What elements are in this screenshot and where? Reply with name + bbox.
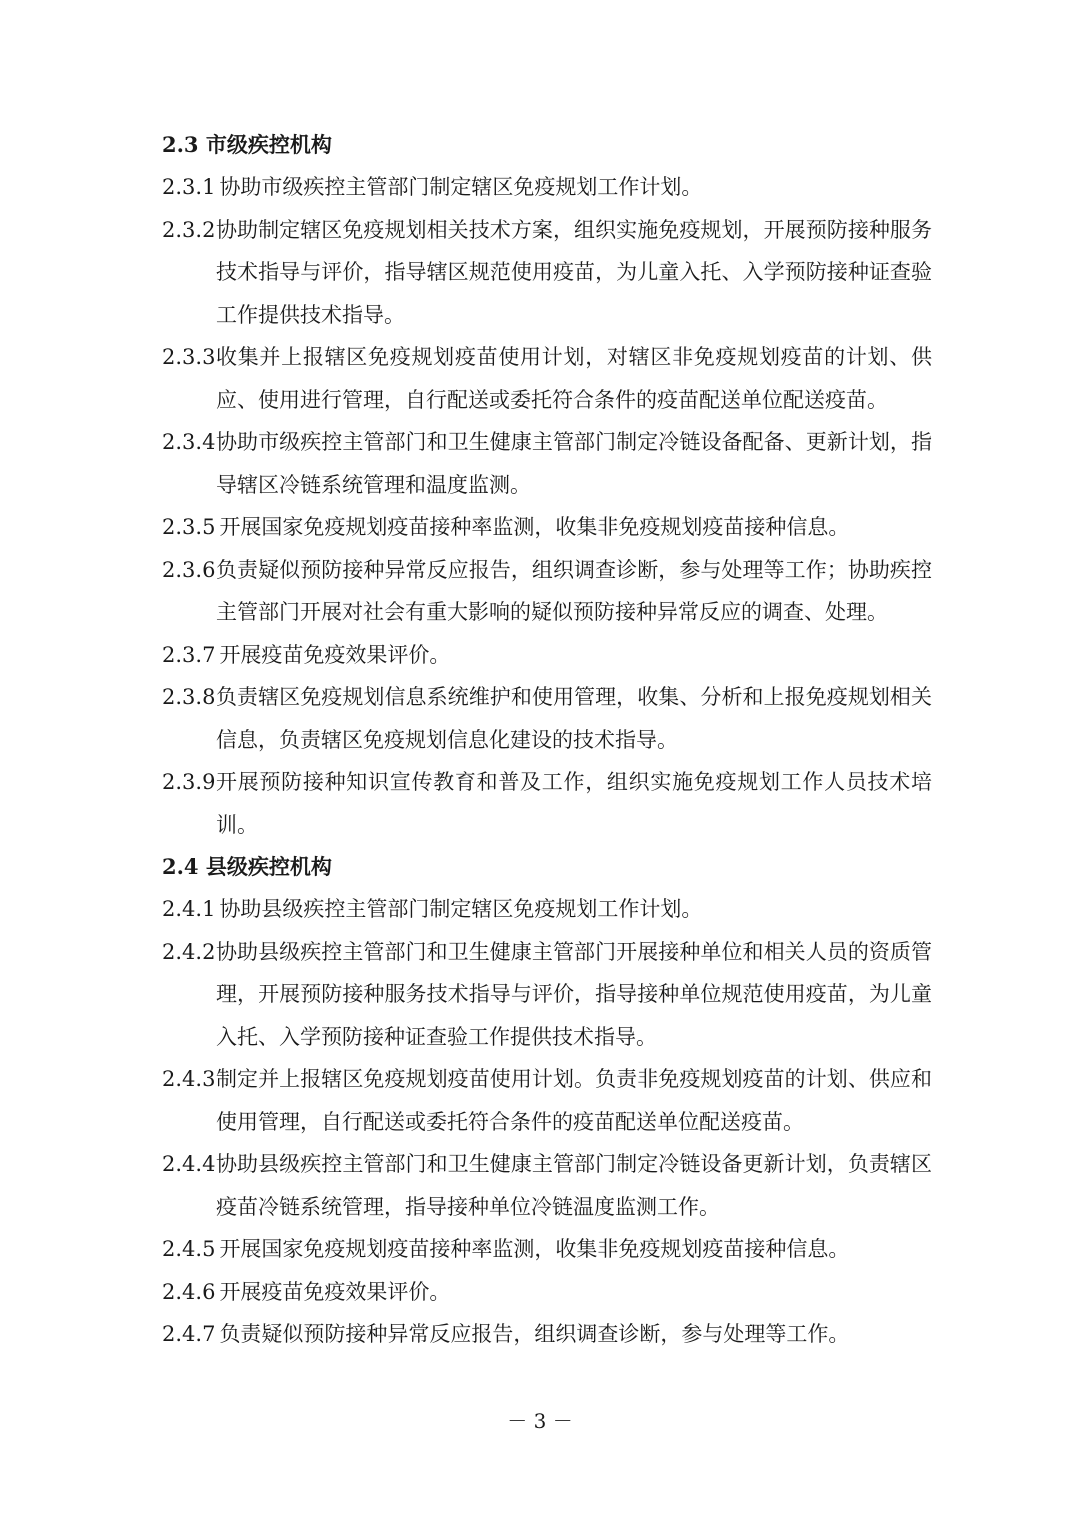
clause-item bbox=[162, 1143, 932, 1228]
clause-text: 协助县级疾控主管部门和卫生健康主管部门开展接种单位和相关人员的资质管理，开展预防接种服务技术指导与评价，指导接种单位规范使用疫苗，为儿童入托、入学预防接种证查验工作提供技术指导。 bbox=[216, 939, 932, 1049]
clause-item bbox=[162, 209, 932, 337]
clause-number: 2.4.6 bbox=[162, 1279, 216, 1304]
clause-text: 开展疫苗免疫效果评价。 bbox=[219, 642, 451, 667]
clause-item bbox=[162, 166, 932, 209]
clause-text: 开展国家免疫规划疫苗接种率监测，收集非免疫规划疫苗接种信息。 bbox=[219, 515, 850, 539]
clause-text: 协助市级疾控主管部门制定辖区免疫规划工作计划。 bbox=[219, 175, 703, 199]
clause-item bbox=[162, 676, 932, 761]
document-body bbox=[162, 124, 932, 1356]
clause-text: 协助制定辖区免疫规划相关技术方案，组织实施免疫规划，开展预防接种服务技术指导与评价，指导辖区规范使用疫苗，为儿童入托、入学预防接种证查验工作提供技术指导。 bbox=[216, 217, 932, 327]
clause-number: 2.3.4 bbox=[162, 430, 216, 454]
clause-number: 2.4.2 bbox=[162, 939, 216, 964]
clause-text: 收集并上报辖区免疫规划疫苗使用计划，对辖区非免疫规划疫苗的计划、供应、使用进行管理，自行配送或委托符合条件的疫苗配送单位配送疫苗。 bbox=[216, 345, 932, 412]
clause-number: 2.3.8 bbox=[162, 685, 216, 709]
clause-item bbox=[162, 506, 932, 549]
clause-item bbox=[162, 1058, 932, 1143]
clause-number: 2.3.6 bbox=[162, 557, 216, 582]
clause-number: 2.3.5 bbox=[162, 515, 216, 539]
clause-number: 2.4.4 bbox=[162, 1152, 216, 1176]
clause-item bbox=[162, 1313, 932, 1356]
clause-item bbox=[162, 421, 932, 506]
clause-text: 协助县级疾控主管部门和卫生健康主管部门制定冷链设备更新计划，负责辖区疫苗冷链系统管理，指导接种单位冷链温度监测工作。 bbox=[216, 1152, 932, 1219]
clause-item bbox=[162, 549, 932, 634]
clause-number: 2.4.3 bbox=[162, 1067, 216, 1091]
clause-item bbox=[162, 888, 932, 931]
section-heading: 2.4 县级疾控机构 bbox=[162, 854, 332, 879]
section-heading: 2.3 市级疾控机构 bbox=[162, 132, 332, 157]
clause-text: 制定并上报辖区免疫规划疫苗使用计划。负责非免疫规划疫苗的计划、供应和使用管理，自行配送或委托符合条件的疫苗配送单位配送疫苗。 bbox=[216, 1067, 932, 1134]
clause-text: 负责疑似预防接种异常反应报告，组织调查诊断，参与处理等工作；协助疾控主管部门开展对社会有重大影响的疑似预防接种异常反应的调查、处理。 bbox=[216, 557, 932, 624]
clause-text: 负责辖区免疫规划信息系统维护和使用管理，收集、分析和上报免疫规划相关信息，负责辖区免疫规划信息化建设的技术指导。 bbox=[216, 685, 932, 752]
clause-number: 2.3.7 bbox=[162, 642, 216, 667]
clause-item bbox=[162, 761, 932, 846]
clause-item bbox=[162, 931, 932, 1059]
clause-text: 开展国家免疫规划疫苗接种率监测，收集非免疫规划疫苗接种信息。 bbox=[219, 1237, 850, 1261]
clause-text: 协助市级疾控主管部门和卫生健康主管部门制定冷链设备配备、更新计划，指导辖区冷链系统管理和温度监测。 bbox=[216, 430, 932, 497]
page-number: － 3 － bbox=[507, 1409, 573, 1433]
clause-text: 开展预防接种知识宣传教育和普及工作，组织实施免疫规划工作人员技术培训。 bbox=[216, 770, 932, 837]
clause-number: 2.3.3 bbox=[162, 345, 216, 369]
clause-item bbox=[162, 336, 932, 421]
clause-item bbox=[162, 1271, 932, 1314]
clause-item bbox=[162, 1228, 932, 1271]
clause-item bbox=[162, 634, 932, 677]
clause-number: 2.4.5 bbox=[162, 1237, 216, 1261]
clause-text: 协助县级疾控主管部门制定辖区免疫规划工作计划。 bbox=[219, 897, 703, 921]
clause-number: 2.3.9 bbox=[162, 770, 216, 794]
clause-number: 2.4.7 bbox=[162, 1322, 216, 1346]
clause-text: 负责疑似预防接种异常反应报告，组织调查诊断，参与处理等工作。 bbox=[219, 1322, 850, 1346]
clause-number: 2.4.1 bbox=[162, 897, 216, 921]
clause-text: 开展疫苗免疫效果评价。 bbox=[219, 1279, 451, 1304]
clause-number: 2.3.1 bbox=[162, 175, 216, 199]
clause-number: 2.3.2 bbox=[162, 217, 216, 242]
